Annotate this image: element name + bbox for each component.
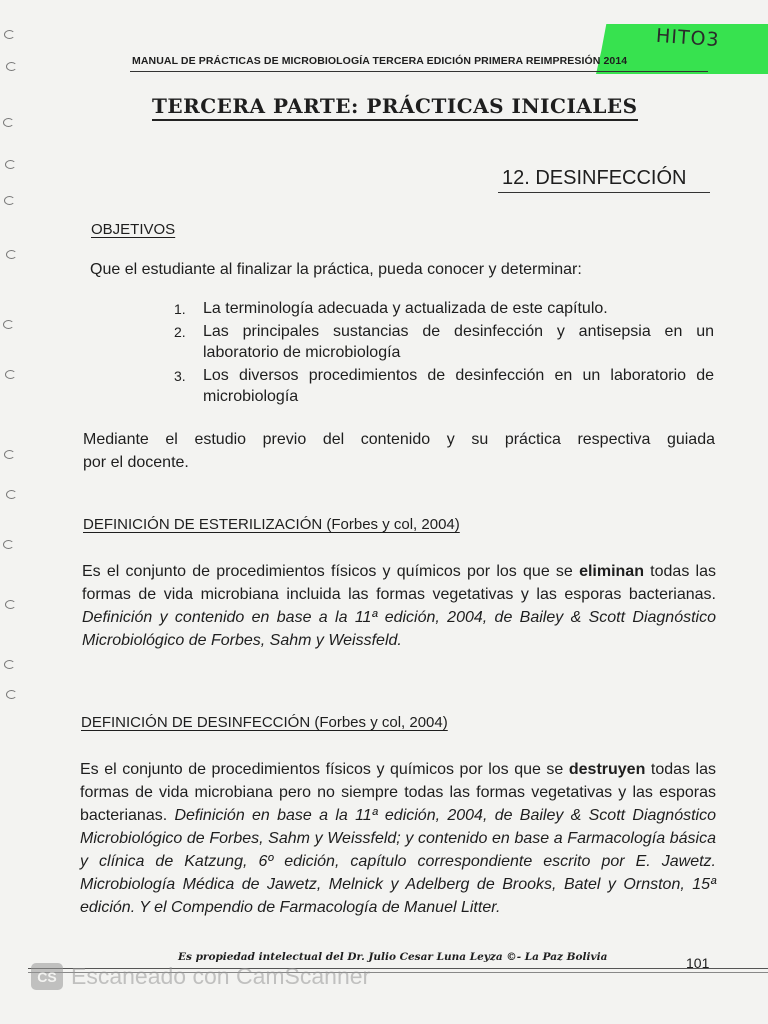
chapter-title: 12. DESINFECCIÓN — [502, 167, 687, 189]
desinfeccion-bold: destruyen — [568, 761, 646, 778]
esterilizacion-heading: DEFINICIÓN DE ESTERILIZACIÓN (Forbes y col, 2004) — [83, 516, 460, 533]
chapter-title-rule — [498, 192, 710, 193]
running-head-rule — [130, 71, 708, 72]
desinfeccion-heading: DEFINICIÓN DE DESINFECCIÓN (Forbes y col, 2004) — [81, 714, 448, 731]
desinfeccion-paragraph — [80, 758, 716, 919]
esterilizacion-italic: Definición y contenido en base a la 11ª edición, 2004, de Bailey & Scott Diagnóstico Microbiológico de Forbes, Sahm y Weissfeld. — [82, 609, 716, 649]
list-item — [174, 321, 714, 363]
esterilizacion-text-1: Es el conjunto de procedimientos físicos y químicos por los que se — [82, 563, 573, 580]
desinfeccion-text-2: todas las formas de vida microbiana pero no siempre todas las formas vegetativas y las esporas bacterianas. — [80, 761, 717, 824]
esterilizacion-paragraph — [82, 560, 716, 652]
list-item-number: 2. — [174, 324, 186, 340]
objetivos-heading: OBJETIVOS — [91, 221, 176, 238]
list-item — [174, 365, 714, 407]
running-head: MANUAL DE PRÁCTICAS DE MICROBIOLOGÍA TERCERA EDICIÓN PRIMERA REIMPRESIÓN 2014 — [132, 55, 628, 67]
list-item — [174, 298, 714, 319]
part-title: TERCERA PARTE: PRÁCTICAS INICIALES — [152, 94, 638, 121]
list-item-text: Las principales sustancias de desinfección y antisepsia en un laboratorio de microbiología — [203, 323, 714, 361]
list-item-text: Los diversos procedimientos de desinfección en un laboratorio de microbiología — [203, 367, 714, 405]
desinfeccion-italic: Definición en base a la 11ª edición, 2004, de Bailey & Scott Diagnóstico Microbiológico de Forbes, Sahm y Weissfeld; y contenido en base a Farmacología básica y clínica de Katzung, 6º edición, capítulo correspondiente escrito por E. Jawetz. Microbiología Médica de Jawetz, Melnick y Adelberg de Brooks, Batel y Ornston, 15ª edición. Y el Compendio de Farmacología de Manuel Litter. — [80, 807, 716, 916]
objetivos-intro: Que el estudiante al finalizar la práctica, pueda conocer y determinar: — [90, 261, 582, 278]
desinfeccion-text-1: Es el conjunto de procedimientos físicos y químicos por los que se — [80, 761, 564, 778]
objetivos-closing-line-2: por el docente. — [83, 454, 189, 471]
camscanner-watermark-text: Escaneado con CamScanner — [71, 963, 371, 989]
list-item-number: 1. — [174, 301, 186, 317]
list-item-text: La terminología adecuada y actualizada de este capítulo. — [203, 300, 608, 317]
sticky-note-handwriting: HITO3 — [655, 24, 721, 52]
objetivos-list — [174, 298, 714, 409]
objetivos-closing-line-1: Mediante el estudio previo del contenido y su práctica respectiva guiada — [83, 431, 715, 448]
objetivos-closing — [83, 428, 715, 474]
footer-copyright: Es propiedad intelectual del Dr. Julio Cesar Luna Leyza ©- La Paz Bolivia — [178, 951, 608, 963]
list-item-number: 3. — [174, 368, 186, 384]
esterilizacion-bold: eliminan — [579, 563, 644, 580]
binding-holes — [0, 20, 22, 720]
page-number: 101 — [686, 955, 710, 971]
camscanner-logo-icon: CS — [31, 963, 63, 990]
camscanner-watermark — [31, 963, 370, 990]
esterilizacion-text-2: todas las formas de vida microbiana incluida las formas vegetativas y las esporas bacterianas. — [82, 563, 716, 603]
